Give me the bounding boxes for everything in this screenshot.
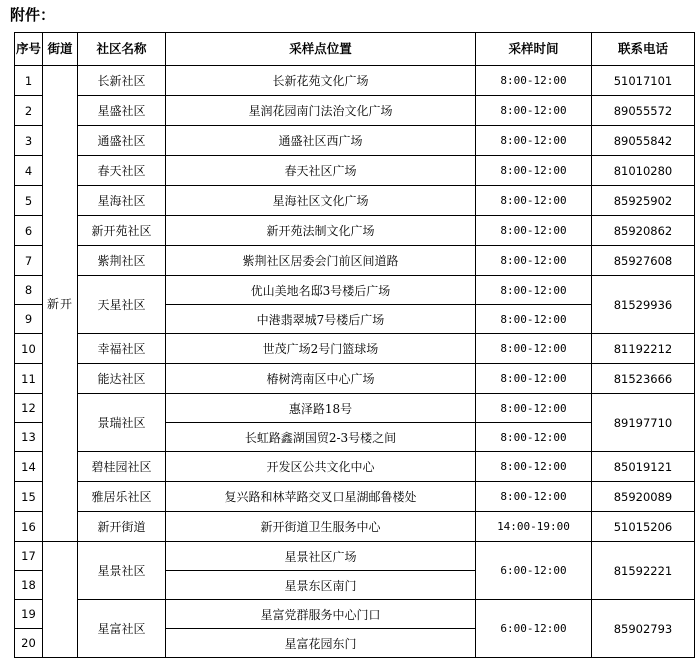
table-row — [15, 394, 695, 423]
table-row — [15, 276, 695, 305]
table-row — [15, 156, 695, 186]
row-no: 7 — [15, 246, 43, 276]
time-cell: 8:00-12:00 — [476, 482, 592, 512]
header-street: 街道 — [43, 33, 78, 66]
row-no: 6 — [15, 216, 43, 246]
location-cell: 春天社区广场 — [166, 156, 476, 186]
community-cell: 能达社区 — [78, 364, 166, 394]
phone-cell: 85920862 — [592, 216, 695, 246]
location-cell: 复兴路和林苹路交叉口星湖邮鲁楼处 — [166, 482, 476, 512]
header-community: 社区名称 — [78, 33, 166, 66]
location-cell: 开发区公共文化中心 — [166, 452, 476, 482]
row-no: 8 — [15, 276, 43, 305]
row-no: 11 — [15, 364, 43, 394]
row-no: 10 — [15, 334, 43, 364]
phone-cell: 81010280 — [592, 156, 695, 186]
sampling-table — [14, 32, 695, 658]
row-no: 12 — [15, 394, 43, 423]
time-cell: 8:00-12:00 — [476, 126, 592, 156]
location-cell: 惠泽路18号 — [166, 394, 476, 423]
community-cell: 星海社区 — [78, 186, 166, 216]
time-cell: 8:00-12:00 — [476, 186, 592, 216]
table-row — [15, 482, 695, 512]
time-cell: 8:00-12:00 — [476, 394, 592, 423]
location-cell: 新开苑法制文化广场 — [166, 216, 476, 246]
community-cell: 星富社区 — [78, 600, 166, 658]
location-cell: 世茂广场2号门篮球场 — [166, 334, 476, 364]
phone-cell: 85019121 — [592, 452, 695, 482]
time-cell: 8:00-12:00 — [476, 156, 592, 186]
row-no: 20 — [15, 629, 43, 658]
street-cell-empty — [43, 542, 78, 658]
community-cell: 幸福社区 — [78, 334, 166, 364]
time-cell: 8:00-12:00 — [476, 423, 592, 452]
phone-cell: 51017101 — [592, 66, 695, 96]
table-row — [15, 600, 695, 629]
table-row — [15, 126, 695, 156]
community-cell: 新开苑社区 — [78, 216, 166, 246]
location-cell: 新开街道卫生服务中心 — [166, 512, 476, 542]
location-cell: 长虹路鑫湖国贸2-3号楼之间 — [166, 423, 476, 452]
time-cell: 8:00-12:00 — [476, 334, 592, 364]
phone-cell: 89055572 — [592, 96, 695, 126]
phone-cell: 89055842 — [592, 126, 695, 156]
time-cell: 8:00-12:00 — [476, 305, 592, 334]
row-no: 15 — [15, 482, 43, 512]
row-no: 9 — [15, 305, 43, 334]
table-row — [15, 512, 695, 542]
phone-cell: 85925902 — [592, 186, 695, 216]
community-cell: 星景社区 — [78, 542, 166, 600]
phone-cell: 81529936 — [592, 276, 695, 334]
row-no: 1 — [15, 66, 43, 96]
phone-cell: 85902793 — [592, 600, 695, 658]
time-cell: 8:00-12:00 — [476, 452, 592, 482]
time-cell: 8:00-12:00 — [476, 246, 592, 276]
time-cell: 6:00-12:00 — [476, 600, 592, 658]
community-cell: 天星社区 — [78, 276, 166, 334]
street-cell: 新开 — [43, 66, 78, 542]
table-row — [15, 452, 695, 482]
community-cell: 春天社区 — [78, 156, 166, 186]
time-cell: 8:00-12:00 — [476, 66, 592, 96]
time-cell: 14:00-19:00 — [476, 512, 592, 542]
location-cell: 星润花园南门法治文化广场 — [166, 96, 476, 126]
location-cell: 优山美地名邸3号楼后广场 — [166, 276, 476, 305]
community-cell: 通盛社区 — [78, 126, 166, 156]
table-row — [15, 186, 695, 216]
row-no: 4 — [15, 156, 43, 186]
location-cell: 星富花园东门 — [166, 629, 476, 658]
community-cell: 紫荆社区 — [78, 246, 166, 276]
time-cell: 8:00-12:00 — [476, 364, 592, 394]
location-cell: 紫荆社区居委会门前区间道路 — [166, 246, 476, 276]
time-cell: 8:00-12:00 — [476, 96, 592, 126]
community-cell: 雅居乐社区 — [78, 482, 166, 512]
time-cell: 6:00-12:00 — [476, 542, 592, 600]
time-cell: 8:00-12:00 — [476, 276, 592, 305]
row-no: 14 — [15, 452, 43, 482]
location-cell: 中港翡翠城7号楼后广场 — [166, 305, 476, 334]
phone-cell: 81523666 — [592, 364, 695, 394]
community-cell: 星盛社区 — [78, 96, 166, 126]
row-no: 17 — [15, 542, 43, 571]
location-cell: 星景东区南门 — [166, 571, 476, 600]
phone-cell: 89197710 — [592, 394, 695, 452]
header-no: 序号 — [15, 33, 43, 66]
row-no: 2 — [15, 96, 43, 126]
phone-cell: 51015206 — [592, 512, 695, 542]
row-no: 18 — [15, 571, 43, 600]
community-cell: 碧桂园社区 — [78, 452, 166, 482]
location-cell: 星景社区广场 — [166, 542, 476, 571]
row-no: 5 — [15, 186, 43, 216]
location-cell: 星富党群服务中心门口 — [166, 600, 476, 629]
table-row — [15, 66, 695, 96]
community-cell: 长新社区 — [78, 66, 166, 96]
table-row — [15, 334, 695, 364]
location-cell: 长新花苑文化广场 — [166, 66, 476, 96]
location-cell: 星海社区文化广场 — [166, 186, 476, 216]
location-cell: 通盛社区西广场 — [166, 126, 476, 156]
row-no: 13 — [15, 423, 43, 452]
phone-cell: 81192212 — [592, 334, 695, 364]
table-row — [15, 364, 695, 394]
header-location: 采样点位置 — [166, 33, 476, 66]
phone-cell: 85927608 — [592, 246, 695, 276]
community-cell: 新开街道 — [78, 512, 166, 542]
table-row — [15, 216, 695, 246]
attachment-label: 附件： — [10, 6, 56, 24]
table-row — [15, 96, 695, 126]
location-cell: 椿树湾南区中心广场 — [166, 364, 476, 394]
row-no: 16 — [15, 512, 43, 542]
header-phone: 联系电话 — [592, 33, 695, 66]
row-no: 19 — [15, 600, 43, 629]
community-cell: 景瑞社区 — [78, 394, 166, 452]
table-row — [15, 542, 695, 571]
header-time: 采样时间 — [476, 33, 592, 66]
phone-cell: 81592221 — [592, 542, 695, 600]
phone-cell: 85920089 — [592, 482, 695, 512]
time-cell: 8:00-12:00 — [476, 216, 592, 246]
row-no: 3 — [15, 126, 43, 156]
header-row — [15, 33, 695, 66]
table-row — [15, 246, 695, 276]
